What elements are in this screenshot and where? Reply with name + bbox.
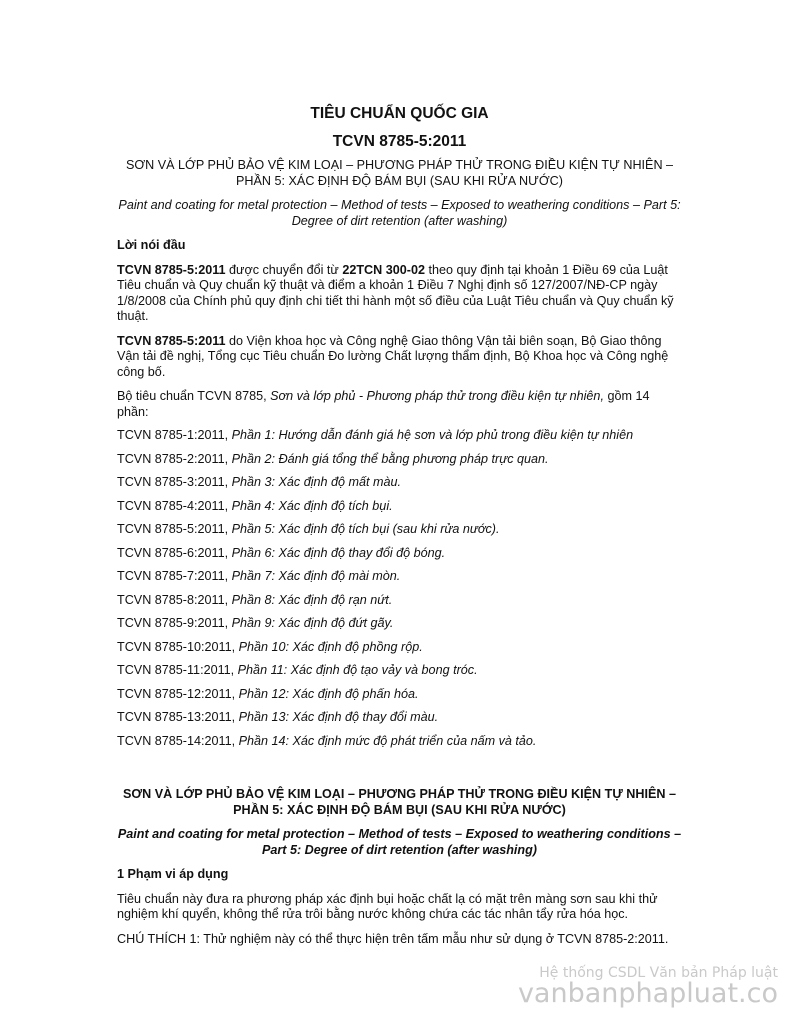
body-title: SƠN VÀ LỚP PHỦ BẢO VỆ KIM LOẠI – PHƯƠNG PHÁP THỬ TRONG ĐIỀU KIỆN TỰ NHIÊN – PHẦN 5: XÁC ĐỊNH ĐỘ BÁM BỤI (SAU KHI RỬA NƯỚC)	[123, 787, 676, 817]
english-title: Paint and coating for metal protection – Method of tests – Exposed to weathering conditions – Part 5: Degree of dirt retention (after washing)	[118, 198, 681, 228]
source-standard-ref: 22TCN 300-02	[342, 262, 425, 277]
list-item: TCVN 8785-8:2011, Phần 8: Xác định độ rạn nứt.	[117, 592, 393, 607]
section-heading-scope: 1 Phạm vi áp dụng	[117, 867, 229, 881]
document-subtitle: SƠN VÀ LỚP PHỦ BẢO VỆ KIM LOẠI – PHƯƠNG PHÁP THỬ TRONG ĐIỀU KIỆN TỰ NHIÊN – PHẦN 5: XÁC ĐỊNH ĐỘ BÁM BỤI (SAU KHI RỬA NƯỚC)	[125, 158, 674, 188]
body-english-title: Paint and coating for metal protection – Method of tests – Exposed to weathering conditions – Part 5: Degree of dirt retention (after washing)	[117, 827, 682, 857]
list-item: TCVN 8785-11:2011, Phần 11: Xác định độ tạo vảy và bong tróc.	[117, 663, 478, 677]
list-item: TCVN 8785-10:2011, Phần 10: Xác định độ phồng rộp.	[117, 639, 423, 654]
document-title: TIÊU CHUẨN QUỐC GIA	[310, 105, 489, 122]
list-item: TCVN 8785-12:2011, Phần 12: Xác định độ phấn hóa.	[117, 686, 419, 701]
foreword-paragraph-1: TCVN 8785-5:2011 được chuyển đổi từ 22TCN 300-02 theo quy định tại khoản 1 Điều 69 của Luật Tiêu chuẩn và Quy chuẩn kỹ thuật và điểm a khoản 1 Điều 7 Nghị định số 127/2007/NĐ-CP ngày 1/8/2008 của Chính phủ quy định chi tiết thi hành một số điều của Luật Tiêu chuẩn và Quy chuẩn kỹ thuật.	[117, 262, 674, 323]
list-item: TCVN 8785-13:2011, Phần 13: Xác định độ thay đổi màu.	[117, 710, 439, 724]
list-item: TCVN 8785-5:2011, Phần 5: Xác định độ tích bụi (sau khi rửa nước).	[117, 522, 500, 536]
list-item: TCVN 8785-9:2011, Phần 9: Xác định độ đứt gãy.	[117, 616, 394, 630]
list-item: TCVN 8785-6:2011, Phần 6: Xác định độ thay đổi độ bóng.	[117, 545, 446, 560]
foreword-heading: Lời nói đầu	[117, 238, 186, 252]
foreword-paragraph-2: TCVN 8785-5:2011 do Viện khoa học và Công nghệ Giao thông Vận tải biên soạn, Bộ Giao thông Vận tải đề nghị, Tổng cục Tiêu chuẩn Đo lường Chất lượng thẩm định, Bộ Khoa học và Công nghệ công bố.	[117, 333, 669, 379]
standard-code-ref: TCVN 8785-5:2011	[117, 262, 226, 277]
standard-code: TCVN 8785-5:2011	[332, 132, 467, 150]
scope-paragraph: Tiêu chuẩn này đưa ra phương pháp xác định bụi hoặc chất lạ có mặt trên màng sơn sau khi thử nghiệm khí quyển, không thể rửa trôi bằng nước không chứa các tác nhân tẩy rửa hóa học.	[117, 891, 658, 921]
list-item: TCVN 8785-4:2011, Phần 4: Xác định độ tích bụi.	[117, 498, 393, 513]
note-1: CHÚ THÍCH 1: Thử nghiệm này có thể thực hiện trên tấm mẫu như sử dụng ở TCVN 8785-2:2011.	[117, 931, 669, 946]
list-item: TCVN 8785-7:2011, Phần 7: Xác định độ mài mòn.	[117, 569, 401, 583]
document-page	[117, 100, 682, 947]
list-item: TCVN 8785-1:2011, Phần 1: Hướng dẫn đánh giá hệ sơn và lớp phủ trong điều kiện tự nhiên	[117, 428, 634, 442]
watermark-caption: Hệ thống CSDL Văn bản Pháp luật	[539, 965, 778, 981]
foreword-paragraph-3: Bộ tiêu chuẩn TCVN 8785, Sơn và lớp phủ - Phương pháp thử trong điều kiện tự nhiên, gồm 14 phần:	[117, 389, 650, 419]
list-item: TCVN 8785-14:2011, Phần 14: Xác định mức độ phát triển của nấm và tảo.	[117, 733, 537, 748]
list-item: TCVN 8785-3:2011, Phần 3: Xác định độ mất màu.	[117, 475, 401, 489]
watermark-site: vanbanphapluat.co	[517, 978, 778, 1009]
standard-code-ref: TCVN 8785-5:2011	[117, 333, 226, 348]
list-item: TCVN 8785-2:2011, Phần 2: Đánh giá tổng thể bằng phương pháp trực quan.	[117, 451, 549, 466]
parts-list	[117, 428, 682, 749]
